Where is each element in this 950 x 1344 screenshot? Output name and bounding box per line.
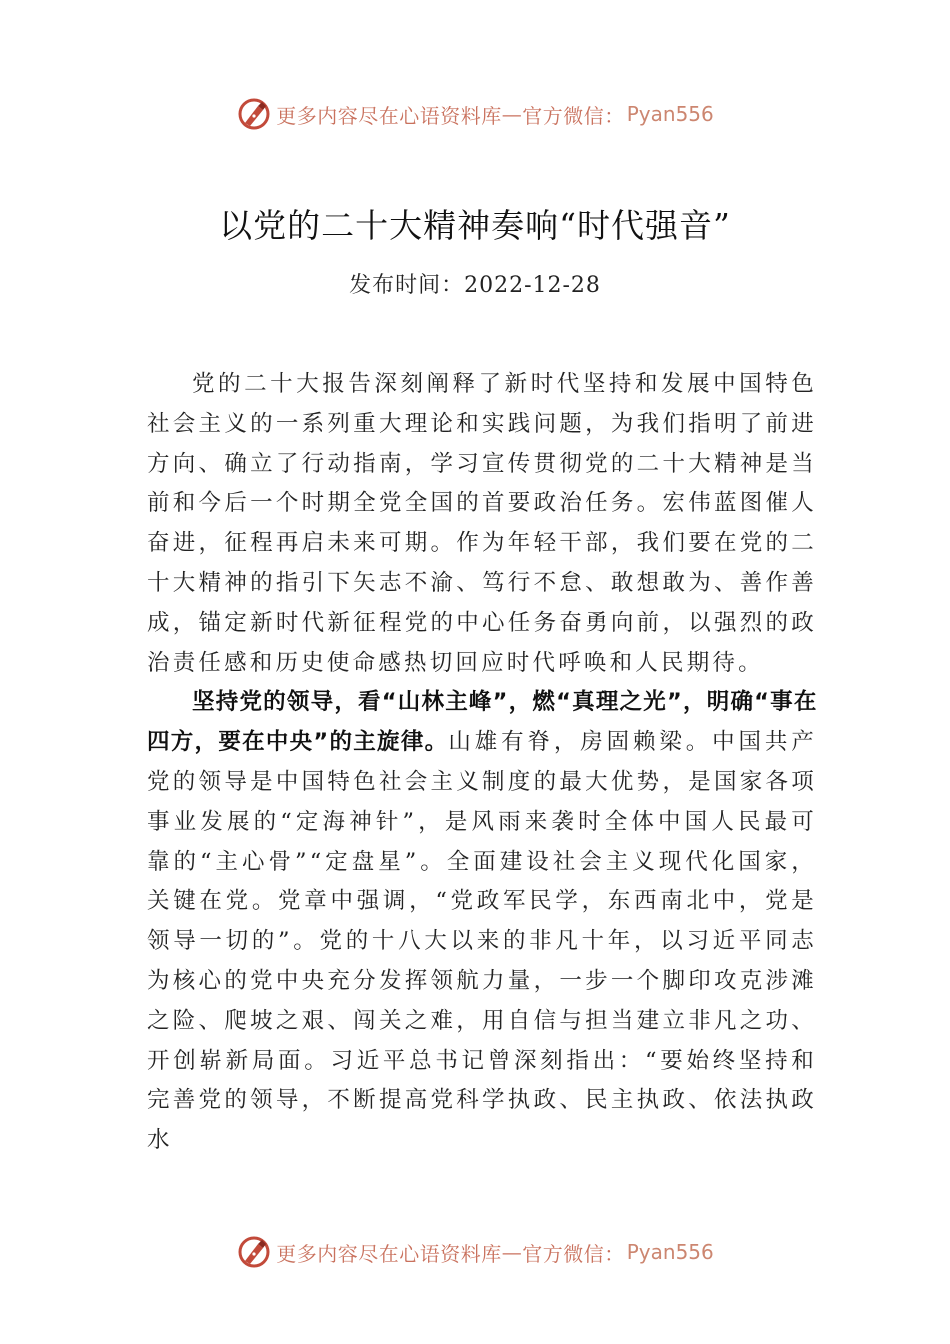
watermark-wechat-label: 官方微信： [522, 103, 625, 128]
pen-nib-circle-icon [236, 96, 272, 132]
watermark-brand: 更多内容尽在心语资料库 [276, 103, 502, 128]
header-watermark [0, 94, 950, 134]
footer-watermark [0, 1232, 950, 1272]
paragraph-1: 党的二十大报告深刻阐释了新时代坚持和发展中国特色社会主义的一系列重大理论和实践问题，为我们指明了前进方向、确立了行动指南，学习宣传贯彻党的二十大精神是当前和今后一个时期全党全国的首要政治任务。宏伟蓝图催人奋进，征程再启未来可期。作为年轻干部，我们要在党的二十大精神的指引下矢志不渝、笃行不怠、敢想敢为、善作善成，锚定新时代新征程党的中心任务奋勇向前，以强烈的政治责任感和历史使命感热切回应时代呼唤和人民期待。 [147, 371, 817, 676]
watermark-wechat-id: Pyan556 [626, 102, 714, 126]
publish-label: 发布时间： [349, 273, 465, 298]
article-body [147, 365, 817, 1161]
publish-date: 2022-12-28 [464, 273, 601, 298]
paragraph-2-lead: 坚持党的领导，看“山林主峰”，燃“真理之光”，明确“事在四方，要在中央”的主旋律。 [147, 689, 817, 756]
watermark-brand: 更多内容尽在心语资料库 [276, 1241, 502, 1266]
watermark-wechat-label: 官方微信： [522, 1241, 625, 1266]
watermark-wechat-id: Pyan556 [626, 1240, 714, 1264]
paragraph-2 [147, 683, 817, 1161]
pen-nib-circle-icon [236, 1234, 272, 1270]
publish-date-line [0, 268, 950, 299]
watermark-dash: — [501, 1240, 523, 1264]
article-title: 以党的二十大精神奏响“时代强音” [219, 206, 731, 245]
paragraph-2-body: 山雄有脊，房固赖梁。中国共产党的领导是中国特色社会主义制度的最大优势，是国家各项事业发展的“定海神针”，是风雨来袭时全体中国人民最可靠的“主心骨”“定盘星”。全面建设社会主义现代化国家，关键在党。党章中强调，“党政军民学，东西南北中，党是领导一切的”。党的十八大以来的非凡十年，以习近平同志为核心的党中央充分发挥领航力量，一步一个脚印攻克涉滩之险、爬坡之艰、闯关之难，用自信与担当建立非凡之功、开创崭新局面。习近平总书记曾深刻指出：“要始终坚持和完善党的领导，不断提高党科学执政、民主执政、依法执政水 [147, 729, 817, 1154]
watermark-dash: — [501, 102, 523, 126]
